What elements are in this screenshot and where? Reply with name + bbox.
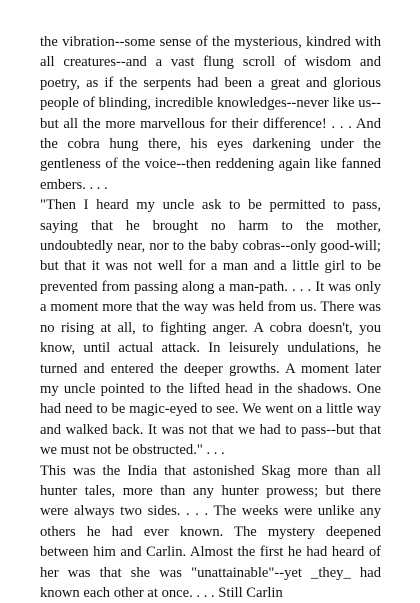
paragraph: the vibration--some sense of the mysterious, kindred with all creatures--and a vast flung scroll of wisdom and poetry, as if the serpents had been a great and glorious people of blinding, incredible knowledges--never like us--but all the more marvellous for their difference! . . . And the cobra hung there, his eyes darkening under the gentleness of the voice--then reddening again like fanned embers. . . . — [40, 34, 381, 193]
page-text — [40, 32, 381, 603]
paragraph: This was the India that astonished Skag more than all hunter tales, more than any hunter prowess; but there were always two sides. . . . The weeks were unlike any others he had ever known. The mystery deepened between him and Carlin. Almost the first he had heard of her was that she was "unattainable"--yet _they_ had known each other at once. . . . Still Carlin — [40, 462, 381, 601]
paragraph: "Then I heard my uncle ask to be permitted to pass, saying that he brought no harm to the mother, undoubtedly near, nor to the baby cobras--only good-will; but that it was not well for a man and a little girl to be prevented from passing along a man-path. . . . It was only a moment more that the way was held from us. There was no rising at all, to fighting anger. A cobra doesn't, you know, until actual attack. In leisurely undulations, he turned and entered the deeper growths. A moment later my uncle pointed to the lifted head in the shadows. One had need to be magic-eyed to see. We went on a little way and walked back. It was not that we had to pass--but that we must not be obstructed." . . . — [40, 197, 381, 459]
